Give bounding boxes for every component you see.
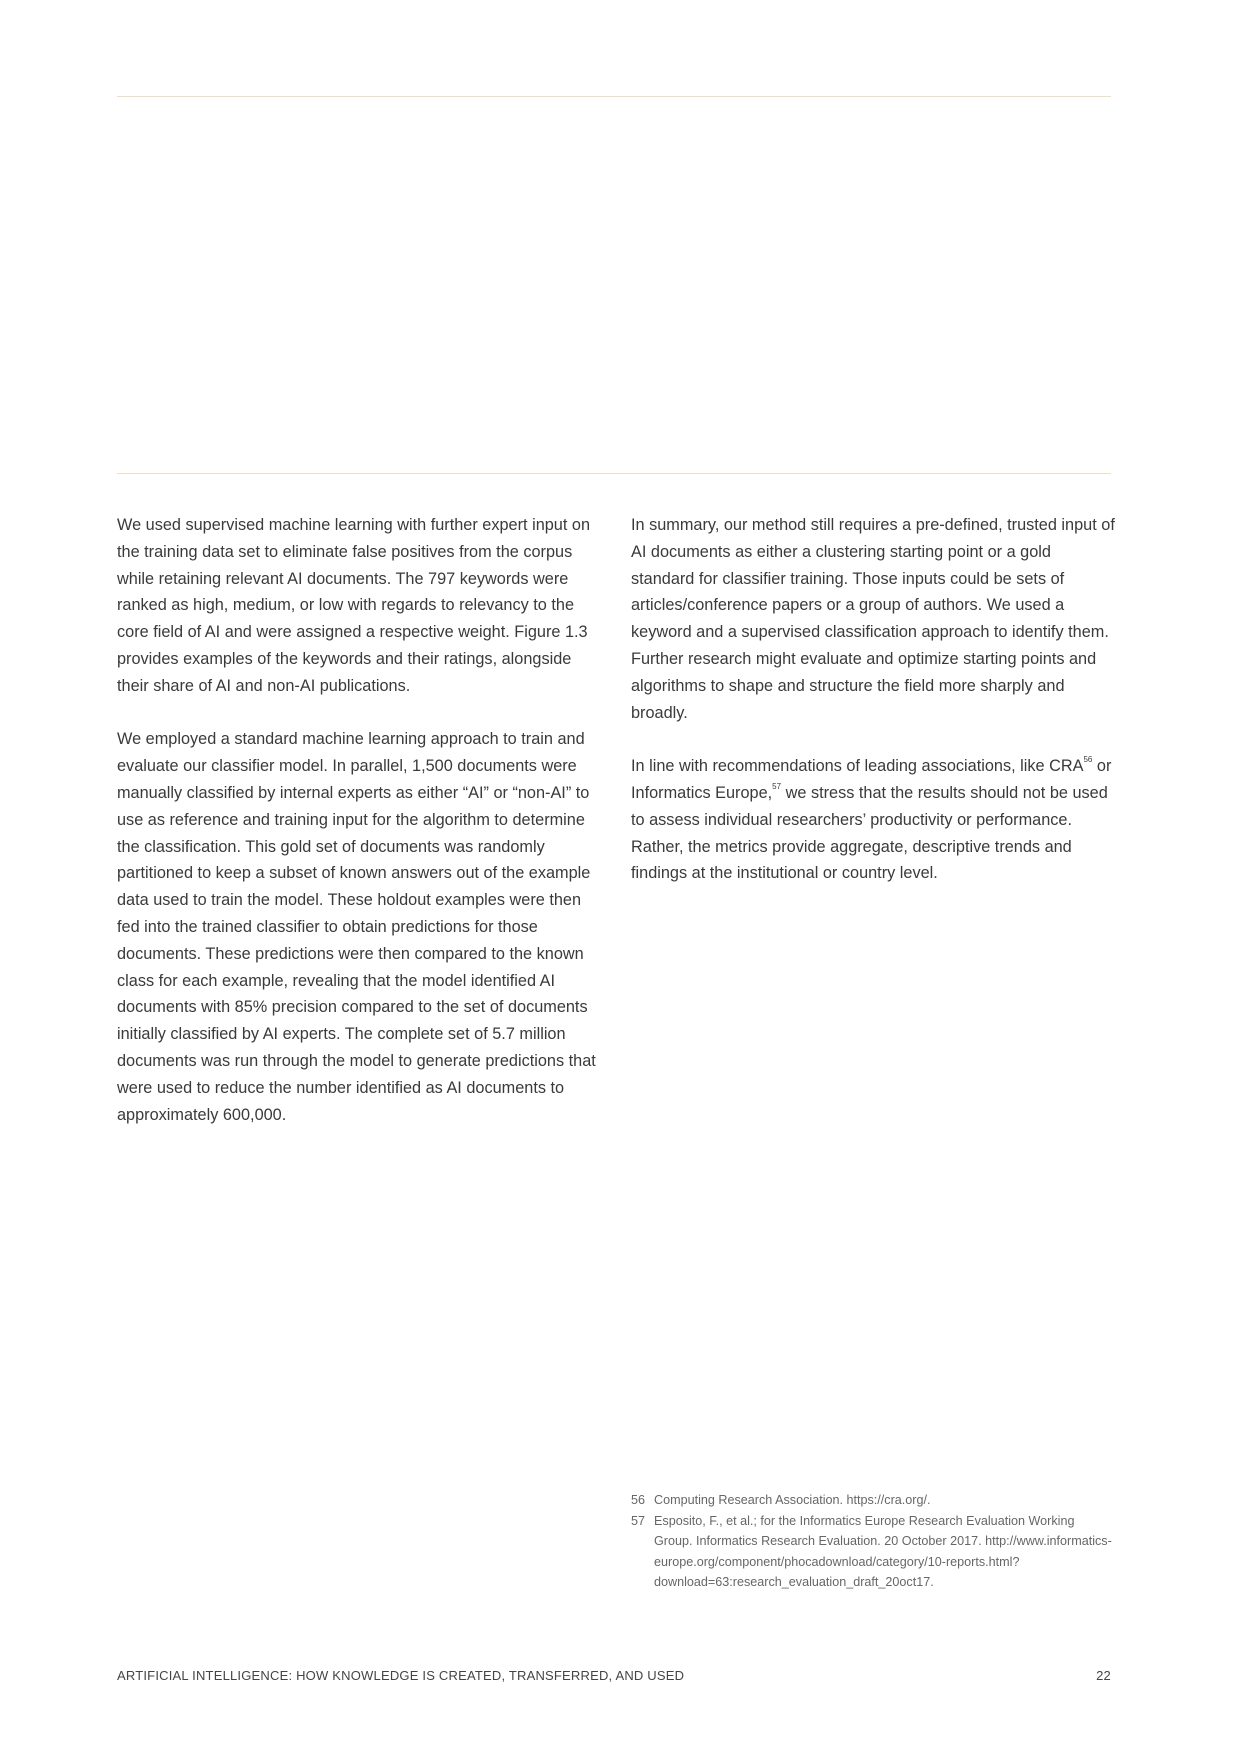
- footnote-ref-56[interactable]: 56: [1083, 755, 1093, 765]
- paragraph: We used supervised machine learning with further expert input on the training data set to eliminate false positives from the corpus while retaining relevant AI documents. The 797 keywords were ranked as high, medium, or low with regards to relevancy to the core field of AI and were assigned a respective weight. Figure 1.3 provides examples of the keywords and their ratings, alongside their share of AI and non-AI publications.: [117, 516, 591, 695]
- footnote-text: Esposito, F., et al.; for the Informatics Europe Research Evaluation Working Group. Informatics Research Evaluation. 20 October 2017. http://www.informatics-europe.org/component/phocadownload/category/10-reports.html?download=63:research_evaluation_draft_20oct17.: [654, 1513, 1112, 1589]
- right-column: [631, 512, 1116, 914]
- footnotes: [631, 1490, 1116, 1593]
- running-title: ARTIFICIAL INTELLIGENCE: HOW KNOWLEDGE IS CREATED, TRANSFERRED, AND USED: [117, 1668, 685, 1683]
- paragraph: [631, 753, 1116, 887]
- left-column: [117, 512, 602, 1155]
- footnote-number: 57: [631, 1513, 646, 1528]
- top-divider: [117, 96, 1111, 97]
- footnote: [631, 1511, 1116, 1593]
- footnote-number: 56: [631, 1493, 646, 1507]
- footnote-ref-57[interactable]: 57: [772, 781, 782, 791]
- page-footer: [117, 1668, 1111, 1683]
- text: or Informatics Europe,: [631, 757, 1112, 802]
- paragraph: We employed a standard machine learning approach to train and evaluate our classifier model. In parallel, 1,500 documents were manually classified by internal experts as either “AI” or “non-AI” to use as reference and training input for the algorithm to determine the classification. This gold set of documents was randomly partitioned to keep a subset of known answers out of the example data used to train the model. These holdout examples were then fed into the trained classifier to obtain predictions for those documents. These predictions were then compared to the known class for each example, revealing that the model identified AI documents with 85% precision compared to the set of documents initially classified by AI experts. The complete set of 5.7 million documents was run through the model to generate predictions that were used to reduce the number identified as AI documents to approximately 600,000.: [117, 730, 596, 1124]
- paragraph: In summary, our method still requires a pre-defined, trusted input of AI documents as either a clustering starting point or a gold standard for classifier training. Those inputs could be sets of articles/conference papers or a group of authors. We used a keyword and a supervised classification approach to identify them. Further research might evaluate and optimize starting points and algorithms to shape and structure the field more sharply and broadly.: [631, 516, 1115, 722]
- footnote-text: Computing Research Association. https://cra.org/.: [654, 1493, 931, 1507]
- section-divider: [117, 473, 1111, 474]
- text: we stress that the results should not be used to assess individual researchers’ productivity or performance. Rather, the metrics provide aggregate, descriptive trends and findings at the institutional or country level.: [631, 783, 1108, 883]
- page-number: 22: [1096, 1668, 1111, 1683]
- footnote: [631, 1490, 1116, 1511]
- text: In line with recommendations of leading associations, like CRA: [631, 757, 1084, 776]
